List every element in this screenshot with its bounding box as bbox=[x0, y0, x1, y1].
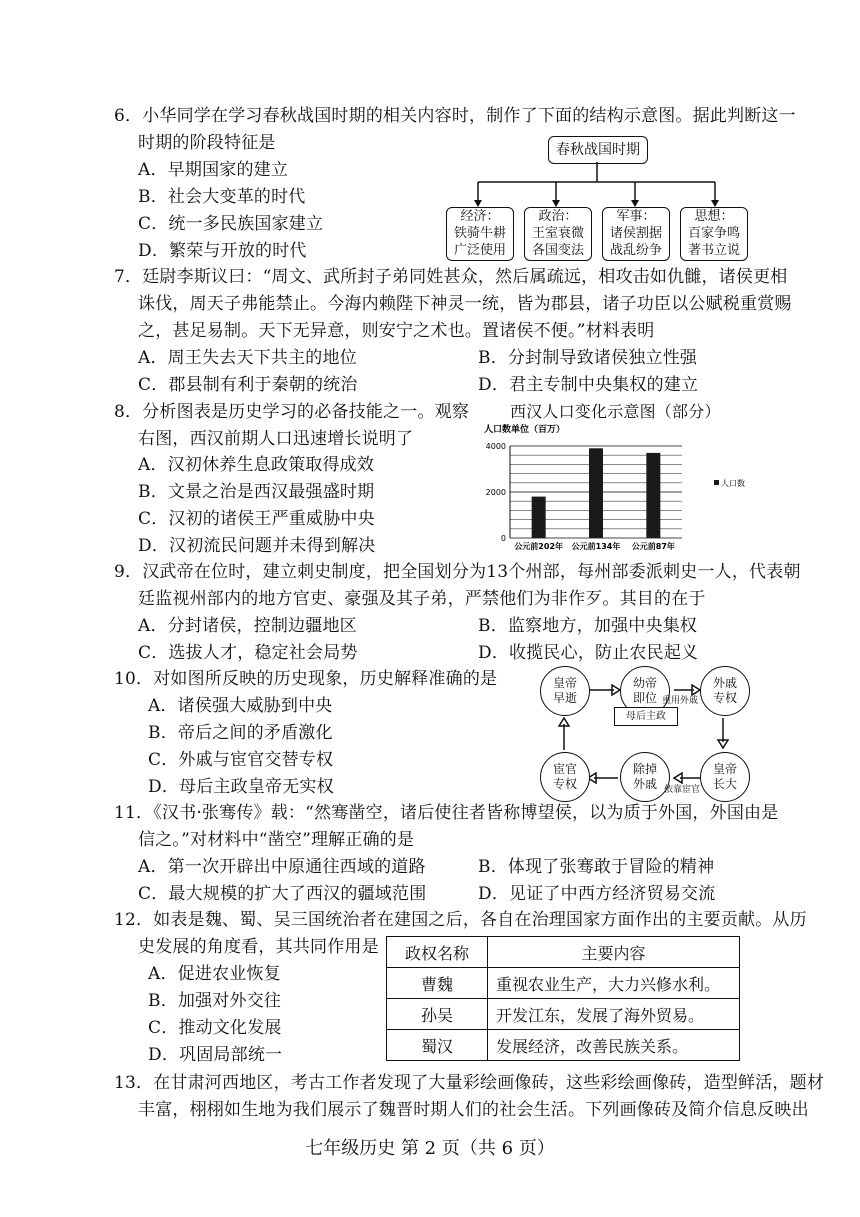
q12-table bbox=[386, 936, 740, 1061]
q11-option-d[interactable]: D．见证了中西方经济贸易交流 bbox=[478, 884, 716, 904]
node-line: 专权 bbox=[552, 777, 577, 791]
node-line: 外戚 bbox=[632, 777, 657, 791]
table-row bbox=[387, 999, 740, 1030]
node-remove-waiqi bbox=[620, 752, 670, 802]
q10-option-c[interactable]: C．外戚与宦官交替专权 bbox=[148, 750, 334, 770]
q12-option-a[interactable]: A．促进农业恢复 bbox=[148, 964, 281, 984]
page-footer: 七年级历史 第 2 页（共 6 页） bbox=[305, 1138, 555, 1159]
box-line: 著书立说 bbox=[687, 243, 740, 258]
q11-option-c[interactable]: C．最大规模的扩大了西汉的疆域范围 bbox=[138, 884, 427, 904]
node-emperor-dies-early bbox=[540, 666, 590, 716]
q7-option-d[interactable]: D．君主专制中央集权的建立 bbox=[478, 375, 699, 395]
chart-title: 西汉人口变化示意图（部分） bbox=[510, 402, 721, 421]
q13-stem-line1: 13．在甘肃河西地区，考古工作者发现了大量彩绘画像砖，这些彩绘画像砖，造型鲜活，题材 bbox=[114, 1073, 825, 1093]
table-header-content: 主要内容 bbox=[488, 937, 740, 968]
chart-bar bbox=[646, 453, 660, 538]
node-emperor-grows bbox=[700, 752, 750, 802]
q12-option-b[interactable]: B．加强对外交往 bbox=[148, 991, 282, 1011]
diagram-box-economy bbox=[446, 207, 514, 261]
diagram-root: 春秋战国时期 bbox=[548, 136, 648, 164]
diagram-box-politics bbox=[524, 207, 592, 261]
q12-option-d[interactable]: D．巩固局部统一 bbox=[148, 1045, 283, 1065]
q11-stem-line2: 信之。”对材料中“凿空”理解正确的是 bbox=[138, 830, 415, 850]
node-waiqi-power bbox=[700, 666, 750, 716]
q7-stem-line1: 7．廷尉李斯议曰：“周文、武所封子弟同姓甚众，然后属疏远，相攻击如仇雠，诸侯更相 bbox=[114, 267, 788, 287]
q7-option-a[interactable]: A．周王失去天下共主的地位 bbox=[138, 348, 357, 368]
table-header-name: 政权名称 bbox=[387, 937, 488, 968]
q7-option-b[interactable]: B．分封制导致诸侯独立性强 bbox=[478, 348, 698, 368]
q6-stem-line1: 6．小华同学在学习春秋战国时期的相关内容时，制作了下面的结构示意图。据此判断这一 bbox=[114, 106, 796, 126]
table-cell-name: 孙吴 bbox=[387, 999, 488, 1030]
q11-stem-line1: 11．《汉书·张骞传》载：“然骞凿空，诸后使往者皆称博望侯，以为质于外国，外国由是 bbox=[114, 803, 779, 823]
q9-option-b[interactable]: B．监察地方，加强中央集权 bbox=[478, 616, 698, 636]
chart-y-tick-label: 0 bbox=[500, 534, 506, 543]
q6-option-d[interactable]: D．繁荣与开放的时代 bbox=[138, 241, 307, 261]
node-line: 宦官 bbox=[552, 762, 577, 776]
chart-legend-swatch bbox=[714, 480, 719, 485]
node-line: 皇帝 bbox=[712, 762, 737, 776]
table-cell-name: 蜀汉 bbox=[387, 1030, 488, 1061]
q12-stem-line1: 12．如表是魏、蜀、吴三国统治者在建国之后，各自在治理国家方面作出的主要贡献。从历 bbox=[114, 910, 807, 930]
node-huanguan-power bbox=[540, 752, 590, 802]
diagram-connectors bbox=[440, 162, 740, 208]
q9-option-a[interactable]: A．分封诸侯，控制边疆地区 bbox=[138, 616, 357, 636]
chart-bar bbox=[589, 448, 603, 538]
q12-option-c[interactable]: C．推动文化发展 bbox=[148, 1018, 282, 1038]
q12-stem-line2: 史发展的角度看，其共同作用是 bbox=[138, 937, 379, 957]
q10-stem: 10．对如图所反映的历史现象，历史解释准确的是 bbox=[114, 669, 498, 689]
q6-option-a[interactable]: A．早期国家的建立 bbox=[138, 160, 289, 180]
diagram-box-military bbox=[602, 207, 670, 261]
chart-x-tick-label: 公元前202年 bbox=[514, 542, 564, 551]
box-line: 百家争鸣 bbox=[687, 226, 740, 241]
label-rely-huanguan: 依靠宦官 bbox=[664, 785, 701, 795]
box-title: 政治： bbox=[538, 209, 578, 224]
q8-stem-line2: 右图，西汉前期人口迅速增长说明了 bbox=[138, 429, 414, 449]
q7-stem-line3: 之，甚足易制。天下无异意，则安宁之术也。置诸侯不便。”材料表明 bbox=[138, 321, 655, 341]
q8-option-c[interactable]: C．汉初的诸侯王严重威胁中央 bbox=[138, 509, 375, 529]
node-line: 皇帝 bbox=[552, 676, 577, 690]
box-line: 广泛使用 bbox=[453, 243, 506, 258]
label-muhou: 母后主政 bbox=[614, 707, 678, 726]
chart-x-tick-label: 公元前87年 bbox=[631, 542, 675, 551]
q9-option-d[interactable]: D．收揽民心，防止农民起义 bbox=[478, 643, 699, 663]
q10-option-d[interactable]: D．母后主政皇帝无实权 bbox=[148, 777, 334, 797]
q10-option-a[interactable]: A．诸侯强大威胁到中央 bbox=[148, 696, 333, 716]
node-line: 除掉 bbox=[632, 762, 657, 776]
chart-y-tick-label: 4000 bbox=[485, 442, 506, 451]
node-line: 幼帝 bbox=[632, 676, 657, 690]
box-line: 诸侯割据 bbox=[609, 226, 662, 241]
table-cell-content: 重视农业生产，大力兴修水利。 bbox=[488, 968, 740, 999]
q6-stem-line2: 时期的阶段特征是 bbox=[138, 133, 276, 153]
node-line: 外戚 bbox=[712, 676, 737, 690]
table-cell-name: 曹魏 bbox=[387, 968, 488, 999]
box-title: 思想： bbox=[694, 209, 734, 224]
q9-stem-line2: 廷监视州部内的地方官吏、豪强及其子弟，严禁他们为非作歹。其目的在于 bbox=[138, 589, 706, 609]
box-title: 军事： bbox=[616, 209, 656, 224]
diagram-box-thought bbox=[680, 207, 748, 261]
q9-option-c[interactable]: C．选拔人才，稳定社会局势 bbox=[138, 643, 358, 663]
q8-option-d[interactable]: D．汉初流民问题并未得到解决 bbox=[138, 536, 376, 556]
q11-option-a[interactable]: A．第一次开辟出中原通往西域的道路 bbox=[138, 857, 426, 877]
chart-y-tick-label: 2000 bbox=[485, 488, 506, 497]
node-line: 早逝 bbox=[552, 691, 577, 705]
q9-stem-line1: 9．汉武帝在位时，建立刺史制度，把全国划分为13个州部，每州部委派刺史一人，代表朝 bbox=[114, 562, 801, 582]
q6-option-b[interactable]: B．社会大变革的时代 bbox=[138, 187, 306, 207]
node-line: 即位 bbox=[632, 691, 657, 705]
q11-option-b[interactable]: B．体现了张骞敢于冒险的精神 bbox=[478, 857, 715, 877]
q13-stem-line2: 丰富，栩栩如生地为我们展示了魏晋时期人们的社会生活。下列画像砖及简介信息反映出 bbox=[138, 1100, 809, 1120]
q7-stem-line2: 诛伐，周天子弗能禁止。今海内赖陛下神灵一统，皆为郡县，诸子功臣以公赋税重赏赐 bbox=[138, 294, 792, 314]
box-line: 铁骑牛耕 bbox=[453, 226, 506, 241]
table-cell-content: 开发江东，发展了海外贸易。 bbox=[488, 999, 740, 1030]
chart-y-axis-label: 人口数单位（百万） bbox=[484, 425, 566, 435]
chart-x-tick-label: 公元前134年 bbox=[571, 542, 621, 551]
box-title: 经济： bbox=[460, 209, 500, 224]
q10-option-b[interactable]: B．帝后之间的矛盾激化 bbox=[148, 723, 333, 743]
node-line: 专权 bbox=[712, 691, 737, 705]
table-row bbox=[387, 1030, 740, 1061]
table-cell-content: 发展经济，改善民族关系。 bbox=[488, 1030, 740, 1061]
q6-option-c[interactable]: C．统一多民族国家建立 bbox=[138, 214, 324, 234]
q8-option-a[interactable]: A．汉初休养生息政策取得成效 bbox=[138, 455, 375, 475]
label-rely-waiqi: 重用外戚 bbox=[662, 696, 699, 706]
node-line: 长大 bbox=[712, 777, 737, 791]
chart-bar bbox=[532, 497, 546, 538]
chart-legend-label: 人口数 bbox=[721, 479, 745, 488]
table-row bbox=[387, 968, 740, 999]
box-line: 王室衰微 bbox=[531, 226, 584, 241]
q8-stem-line1: 8．分析图表是历史学习的必备技能之一。观察 bbox=[114, 402, 470, 422]
box-line: 各国变法 bbox=[531, 243, 584, 258]
population-bar-chart bbox=[470, 422, 770, 558]
q8-option-b[interactable]: B．文景之治是西汉最强盛时期 bbox=[138, 482, 375, 502]
q7-option-c[interactable]: C．郡县制有利于秦朝的统治 bbox=[138, 375, 358, 395]
box-line: 战乱纷争 bbox=[609, 243, 662, 258]
table-header-row bbox=[387, 937, 740, 968]
